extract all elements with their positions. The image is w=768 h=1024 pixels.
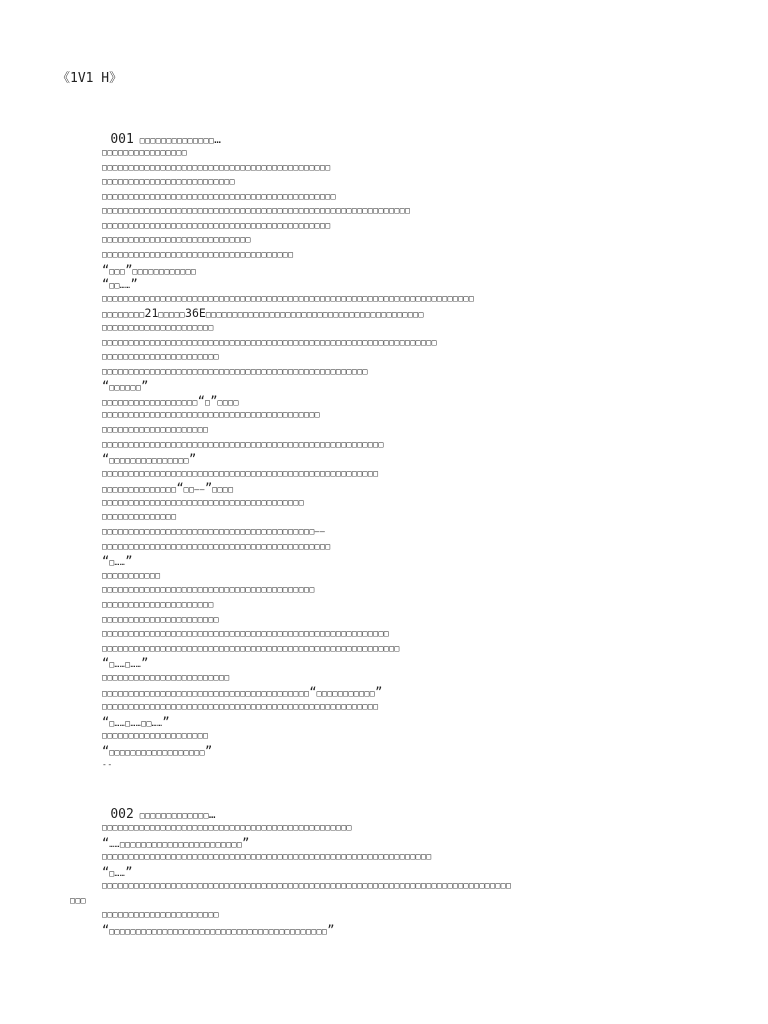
text-line: □□□□□□□□□□□□□□□□□□□□□□ <box>102 910 219 920</box>
dialogue-line: “□……□……□□……” <box>102 714 170 729</box>
chapter-title-ellipsis: … <box>208 808 216 821</box>
text-line: □□□□□□□□21□□□□□36E□□□□□□□□□□□□□□□□□□□□□□□□□□□□□□□□□□□□□□□□□ <box>102 306 424 321</box>
text-line: □□□□□□□□□□□□□□□□□□□□□□□□□□□□□□□□□□□□□□□□□□□□□□□□□□□□ <box>102 468 379 478</box>
chapter-body-001 <box>102 146 702 773</box>
text-line: □□□□□□□□□□□□□□□□□□□□ <box>102 731 209 741</box>
text-line: □□□□□□□□□□□□□□□□ <box>102 148 188 157</box>
dialogue-line: “□□□□□□□□□□□□□□□” <box>102 452 197 467</box>
chapter-number: 001 <box>110 132 134 147</box>
text-line: □□□□□□□□□□□□□□□□□□□□□□□□□□□□□□□□□□□□□□□□□□□ <box>102 541 331 551</box>
text-line: □□□□□□□□□□□□□□□□□□□□□□□□□ <box>102 177 235 187</box>
text-line: □□□□□□□□□□□□□□□□□□□□□□□□□□□□□□□□□□□□□□□□□□□□□□□□□□□□□□□□□□□□□□□□□□□□□□ <box>102 293 475 303</box>
dialogue-line: “□……” <box>102 864 133 879</box>
dialogue-line: “……□□□□□□□□□□□□□□□□□□□□□□□” <box>102 835 250 850</box>
text-line: □□□□□□□□□□□ <box>102 570 161 580</box>
text-line: □□□□□□□□□□□□□□“□□——”□□□□ <box>102 481 234 496</box>
text-line: □□□□□□□□□□□□□□□□□□□□□□□□□□□□□□□□□□□□□□□□□□□□□□□□□□ <box>102 366 368 376</box>
text-line: □□□□□□□□□□□□□□□□□□□□□ <box>102 322 214 332</box>
text-line: □□□□□□□□□□□□□□□□□□□□□□□□□□□□□□□□□□□□□□□□□□□□□□□□□□□□□□□□ <box>102 643 400 653</box>
text-line: □□□□□□□□□□□□□□□□□□□□□□□□□□□□ <box>102 235 251 245</box>
text-line: □□□□□□□□□□□□□□□□□□□□ <box>102 424 209 434</box>
text-line: □□□□□□□□□□□□□□□□□□□□□□□□ <box>102 672 230 682</box>
text-line: □□□□□□□□□□□□□□□□□□“□”□□□□ <box>102 393 239 408</box>
text-line: □□□□□□□□□□□□□□□□□□□□□□□□□□□□□□□□□□□□□□□□□□□□□□□□□□□□□□□□□□ <box>102 206 411 216</box>
text-line: □□□□□□□□□□□□□□□□□□□□□□□□□□□□□□□□□□□□□□□“□□□□□□□□□□□” <box>102 685 383 700</box>
text-line: □□□□□□□□□□□□□□□□□□□□□□ <box>102 352 219 362</box>
dialogue-line: “□……” <box>102 554 133 569</box>
dialogue-line: “□□□□□□” <box>102 379 149 394</box>
chapter-number: 002 <box>110 807 134 822</box>
text-line: □□□□□□□□□□□□□□□□□□□□□ <box>102 599 214 609</box>
text-line: □□□□□□□□□□□□□□□□□□□□□□□□□□□□□□□□□□□□□□□□—— <box>102 527 326 537</box>
chapter-body-002 <box>70 821 702 938</box>
text-line: □□□□□□□□□□□□□□□□□□□□□□□□□□□□□□□□□□□□□□□□□ <box>102 410 320 420</box>
text-line: □□□□□□□□□□□□□□□□□□□□□□ <box>102 614 219 624</box>
text-line: □□□□□□□□□□□□□□□□□□□□□□□□□□□□□□□□□□□□□□□□□□□□□□□□□□□□□□ <box>102 629 390 639</box>
text-line: □□□□□□□□□□□□□□□□□□□□□□□□□□□□□□□□□□□□□□□□ <box>102 585 315 595</box>
dialogue-line: “□……□……” <box>102 656 149 671</box>
text-line: □□□□□□□□□□□□□□□□□□□□□□□□□□□□□□□□□□□□□□□□□□□□□□□□□□□□ <box>102 701 379 711</box>
dialogue-line: “□□□□□□□□□□□□□□□□□□” <box>102 743 213 758</box>
text-line: □□□□□□□□□□□□□□□□□□□□□□□□□□□□□□□□□□□□□□□□□□□□ <box>102 191 336 201</box>
text-line-wrap: □□□ <box>70 895 86 905</box>
dialogue-line: “□□□□□□□□□□□□□□□□□□□□□□□□□□□□□□□□□□□□□□□□□” <box>102 923 335 938</box>
text-line: □□□□□□□□□□□□□□□□□□□□□□□□□□□□□□□□□□□□□□ <box>102 497 305 507</box>
dialogue-line: “□□□”□□□□□□□□□□□□ <box>102 262 197 277</box>
chapter-title-text: □□□□□□□□□□□□□ <box>139 811 209 820</box>
text-line: □□□□□□□□□□□□□□□□□□□□□□□□□□□□□□□□□□□□□□□□□□□ <box>102 162 331 172</box>
book-title: 《1V1 H》 <box>57 71 123 86</box>
text-line: □□□□□□□□□□□□□□□□□□□□□□□□□□□□□□□□□□□□□□□□□□□□□□□ <box>102 823 352 832</box>
text-line: □□□□□□□□□□□□□□□□□□□□□□□□□□□□□□□□□□□□□□□□□□□□□□□□□□□□□□□□□□□□□□□□□□□□□□□□□□□□□ <box>102 881 512 891</box>
dialogue-line: “□□……” <box>102 277 138 292</box>
text-line: □□□□□□□□□□□□□□□□□□□□□□□□□□□□□□□□□□□□□□□□□□□□□□□□□□□□□ <box>102 439 384 449</box>
text-line: □□□□□□□□□□□□□□ <box>102 512 177 522</box>
chapter-title-text: □□□□□□□□□□□□□□ <box>139 136 215 145</box>
text-line: □□□□□□□□□□□□□□□□□□□□□□□□□□□□□□□□□□□□ <box>102 250 294 260</box>
chapter-title-ellipsis: … <box>214 133 221 146</box>
text-line: □□□□□□□□□□□□□□□□□□□□□□□□□□□□□□□□□□□□□□□□□□□ <box>102 220 331 230</box>
section-end-marker: -- <box>102 760 113 770</box>
text-line: □□□□□□□□□□□□□□□□□□□□□□□□□□□□□□□□□□□□□□□□□□□□□□□□□□□□□□□□□□□□□□ <box>102 852 432 862</box>
text-line: □□□□□□□□□□□□□□□□□□□□□□□□□□□□□□□□□□□□□□□□□□□□□□□□□□□□□□□□□□□□□□□ <box>102 337 437 347</box>
